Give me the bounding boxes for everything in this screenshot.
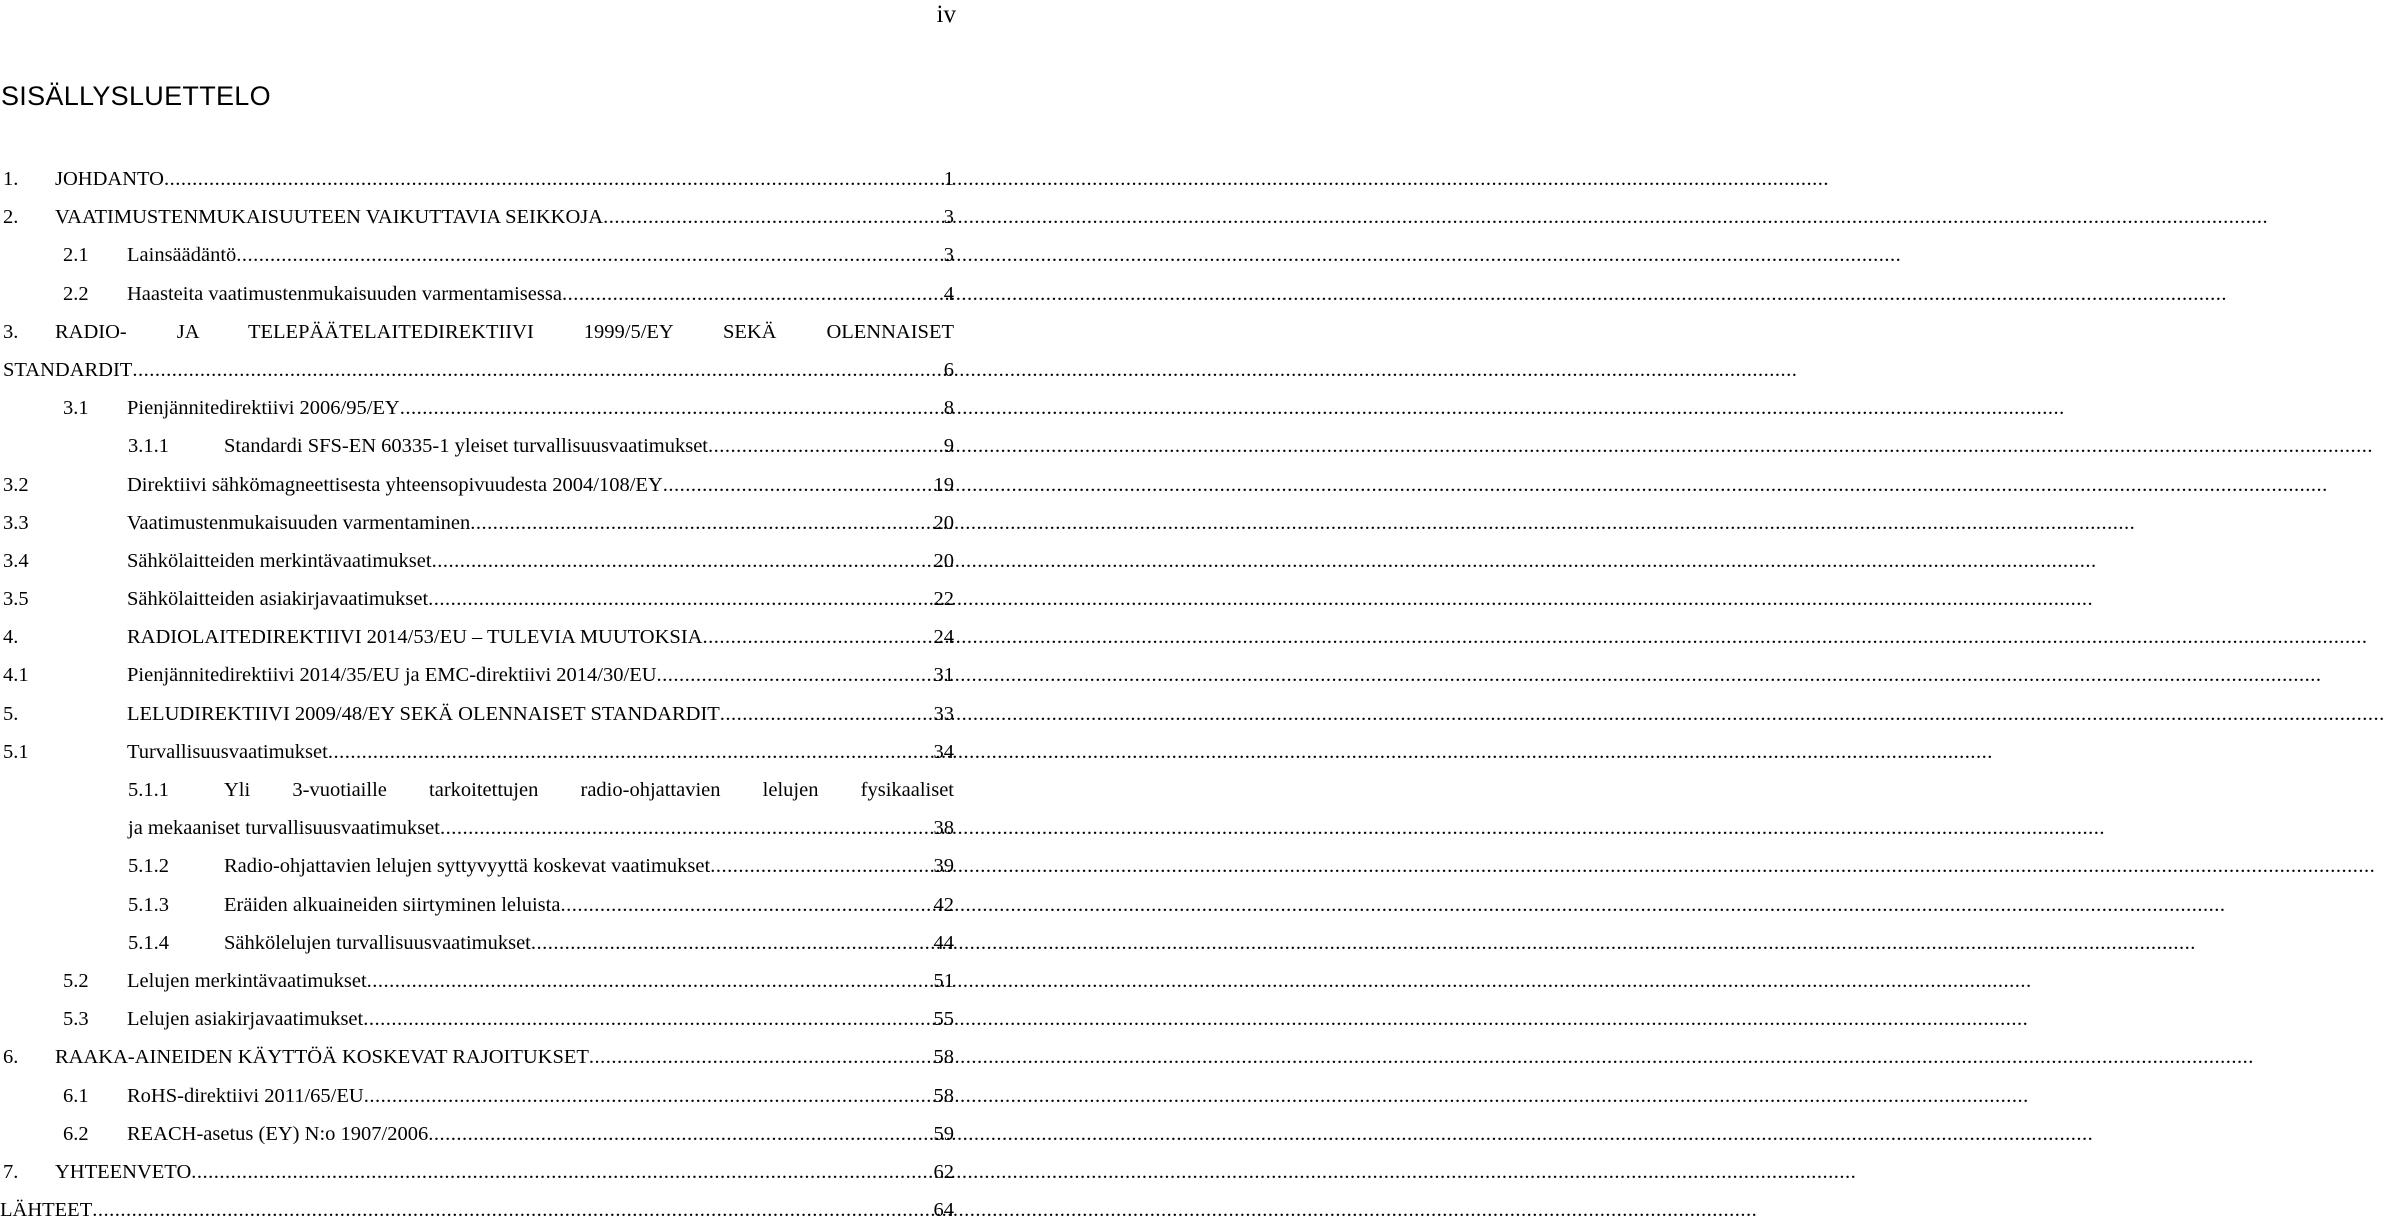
toc-entry-page: 4: [943, 282, 954, 305]
toc-entry-title: RADIO- JA TELEPÄÄTELAITEDIREKTIIVI 1999/5/EY SEKÄ OLENNAISET: [55, 320, 954, 343]
toc-entry-title: Lainsäädäntö: [127, 244, 237, 267]
toc-entry-page: 59: [933, 1122, 954, 1145]
toc-entry[interactable]: [0, 695, 954, 733]
dot-leader: [92, 1191, 931, 1229]
toc-entry-number: 3.1.1: [128, 435, 169, 458]
toc-entry-title: Radio-ohjattavien lelujen syttyvyyttä koskevat vaatimukset: [224, 855, 711, 878]
toc-entry-number: 6.: [3, 1046, 19, 1069]
toc-entry-page: 62: [933, 1160, 954, 1183]
toc-entry-title: Direktiivi sähkömagneettisesta yhteensopivuudesta 2004/108/EY: [127, 473, 663, 496]
toc-entry-number: 5.1.4: [128, 931, 169, 954]
toc-entry-page: 64: [933, 1199, 954, 1222]
dot-leader: [367, 962, 932, 1000]
dot-leader: [708, 427, 942, 465]
toc-entry-title: Haasteita vaatimustenmukaisuuden varmentamisessa: [127, 282, 562, 305]
toc-entry[interactable]: [0, 466, 954, 504]
page-title: SISÄLLYSLUETTELO: [1, 81, 271, 111]
toc-entry-title: Pienjännitedirektiivi 2006/95/EY: [127, 397, 400, 420]
dot-leader: [657, 656, 932, 694]
page-number: iv: [936, 1, 956, 28]
toc-entry-number: 3.2: [3, 473, 29, 496]
table-of-contents: [0, 160, 954, 1229]
toc-entry[interactable]: [0, 1191, 954, 1229]
toc-entry[interactable]: [0, 504, 954, 542]
toc-entry-title: YHTEENVETO: [55, 1160, 192, 1183]
toc-entry-number: 3.3: [3, 511, 29, 534]
dot-leader: [236, 236, 941, 274]
toc-entry[interactable]: [0, 962, 954, 1000]
dot-leader: [132, 351, 941, 389]
dot-leader: [364, 1077, 932, 1115]
toc-entry[interactable]: [0, 160, 954, 198]
toc-entry[interactable]: [0, 198, 954, 236]
toc-entry-title: ja mekaaniset turvallisuusvaatimukset: [128, 817, 440, 840]
toc-entry-page: 24: [933, 626, 954, 649]
toc-entry-number: 5.1.2: [128, 855, 169, 878]
toc-entry[interactable]: [0, 542, 954, 580]
toc-entry-page: 38: [933, 817, 954, 840]
toc-entry-number: 5.1.1: [128, 779, 169, 801]
toc-entry-number: 3.4: [3, 549, 29, 572]
toc-entry-number: 4.: [3, 626, 19, 649]
dot-leader: [164, 160, 942, 198]
toc-entry[interactable]: [0, 1115, 954, 1153]
dot-leader: [702, 618, 931, 656]
toc-entry-page: 33: [933, 702, 954, 725]
toc-entry-title: JOHDANTO: [55, 168, 164, 190]
toc-entry[interactable]: [0, 275, 954, 313]
toc-entry-number: 3.: [3, 320, 19, 343]
toc-entry-title: Yli 3-vuotiaille tarkoitettujen radio-ohjattavien lelujen fysikaaliset: [224, 779, 954, 801]
toc-entry-title: RoHS-direktiivi 2011/65/EU: [127, 1084, 364, 1107]
toc-entry-title: RADIOLAITEDIREKTIIVI 2014/53/EU – TULEVIA MUUTOKSIA: [127, 626, 703, 649]
toc-entry[interactable]: [0, 427, 954, 465]
toc-entry-title: Lelujen asiakirjavaatimukset: [127, 1008, 364, 1031]
dot-leader: [428, 1115, 931, 1153]
toc-entry[interactable]: [0, 656, 954, 694]
toc-entry-title: Turvallisuusvaatimukset: [127, 740, 328, 763]
toc-entry-page: 3: [943, 206, 954, 229]
toc-entry-title: Sähkölelujen turvallisuusvaatimukset: [224, 931, 531, 954]
toc-entry[interactable]: [0, 809, 954, 847]
toc-entry-title: Standardi SFS-EN 60335-1 yleiset turvallisuusvaatimukset: [224, 435, 708, 458]
toc-entry-title: LELUDIREKTIIVI 2009/48/EY SEKÄ OLENNAISET STANDARDIT: [127, 702, 720, 725]
toc-entry-number: 2.: [3, 206, 19, 229]
toc-entry[interactable]: [0, 236, 954, 274]
toc-entry-title: REACH-asetus (EY) N:o 1907/2006: [127, 1122, 429, 1145]
toc-entry-title: LÄHTEET: [0, 1199, 93, 1222]
toc-entry[interactable]: [0, 733, 954, 771]
toc-entry[interactable]: [0, 847, 954, 885]
toc-entry-number: 5.2: [63, 969, 89, 992]
toc-entry[interactable]: [0, 618, 954, 656]
toc-entry[interactable]: [0, 1077, 954, 1115]
dot-leader: [328, 733, 932, 771]
toc-entry-page: 58: [933, 1046, 954, 1069]
toc-entry-number: 5.: [3, 702, 19, 725]
dot-leader: [562, 275, 942, 313]
toc-entry[interactable]: [0, 924, 954, 962]
toc-entry-page: 8: [943, 397, 954, 420]
toc-entry[interactable]: [0, 771, 954, 809]
dot-leader: [400, 389, 942, 427]
toc-entry-page: 42: [933, 893, 954, 916]
toc-entry-page: 55: [933, 1008, 954, 1031]
toc-entry-title: VAATIMUSTENMUKAISUUTEEN VAIKUTTAVIA SEIKKOJA: [55, 206, 604, 229]
toc-entry-number: 6.1: [63, 1084, 89, 1107]
dot-leader: [603, 198, 942, 236]
toc-entry-page: 6: [943, 358, 954, 381]
toc-entry[interactable]: [0, 886, 954, 924]
toc-entry-number: 4.1: [3, 664, 29, 687]
toc-entry-page: 22: [933, 588, 954, 611]
toc-entry-page: 20: [933, 511, 954, 534]
toc-entry-page: 58: [933, 1084, 954, 1107]
dot-leader: [531, 924, 932, 962]
toc-entry-number: 5.1: [3, 740, 29, 763]
toc-entry-title: Lelujen merkintävaatimukset: [127, 969, 367, 992]
toc-entry-number: 7.: [3, 1160, 19, 1183]
dot-leader: [589, 1038, 932, 1076]
dot-leader: [363, 1000, 931, 1038]
toc-entry[interactable]: [0, 1038, 954, 1076]
toc-entry-page: 44: [933, 931, 954, 954]
toc-entry-page: 39: [933, 855, 954, 878]
toc-entry-number: 1.: [3, 168, 19, 190]
dot-leader: [710, 847, 931, 885]
toc-entry-page: 9: [943, 435, 954, 458]
toc-entry-page: 31: [933, 664, 954, 687]
dot-leader: [560, 886, 931, 924]
dot-leader: [428, 580, 931, 618]
toc-entry[interactable]: [0, 1153, 954, 1191]
toc-entry-title: RAAKA-AINEIDEN KÄYTTÖÄ KOSKEVAT RAJOITUKSET: [55, 1046, 589, 1069]
toc-entry[interactable]: [0, 389, 954, 427]
toc-entry-page: 34: [933, 740, 954, 763]
toc-entry[interactable]: [0, 1000, 954, 1038]
dot-leader: [440, 809, 932, 847]
toc-entry-page: 19: [933, 473, 954, 496]
dot-leader: [191, 1153, 931, 1191]
dot-leader: [470, 504, 931, 542]
toc-entry[interactable]: [0, 580, 954, 618]
toc-entry-number: 3.5: [3, 588, 29, 611]
toc-entry-number: 2.1: [63, 244, 89, 267]
dot-leader: [432, 542, 932, 580]
toc-entry[interactable]: [0, 313, 954, 351]
dot-leader: [663, 466, 932, 504]
toc-entry-title: STANDARDIT: [3, 358, 133, 381]
toc-entry-title: Eräiden alkuaineiden siirtyminen leluista: [224, 893, 561, 916]
toc-entry-page: 3: [943, 244, 954, 267]
toc-entry-title: Pienjännitedirektiivi 2014/35/EU ja EMC-direktiivi 2014/30/EU: [127, 664, 657, 687]
toc-entry-number: 5.3: [63, 1008, 89, 1031]
toc-entry-page: 20: [933, 549, 954, 572]
toc-entry-number: 6.2: [63, 1122, 89, 1145]
toc-entry-number: 5.1.3: [128, 893, 169, 916]
toc-entry-page: 1: [943, 168, 954, 190]
dot-leader: [720, 695, 932, 733]
toc-entry-title: Vaatimustenmukaisuuden varmentaminen: [127, 511, 471, 534]
toc-entry-title: Sähkölaitteiden asiakirjavaatimukset: [127, 588, 429, 611]
toc-entry-number: 2.2: [63, 282, 89, 305]
toc-entry[interactable]: [0, 351, 954, 389]
toc-entry-page: 51: [933, 969, 954, 992]
toc-entry-title: Sähkölaitteiden merkintävaatimukset: [127, 549, 432, 572]
toc-entry-number: 3.1: [63, 397, 89, 420]
